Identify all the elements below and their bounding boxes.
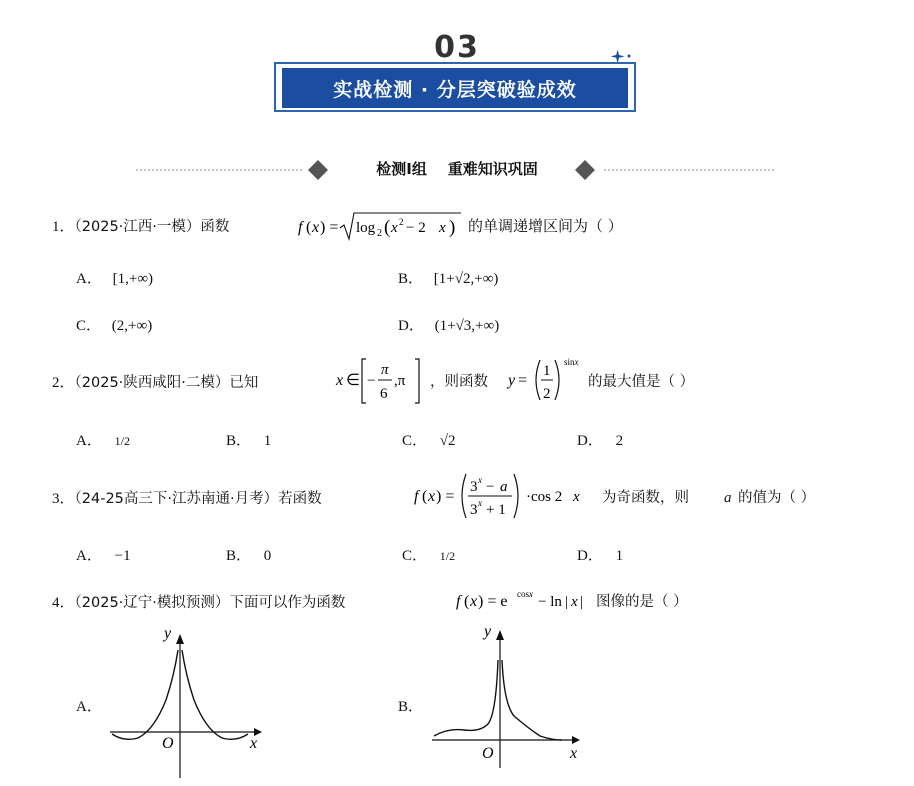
svg-text:,π: ,π <box>394 373 406 389</box>
svg-text:(: ( <box>422 488 428 505</box>
q3-option-a-text: −1 <box>114 548 131 564</box>
q4-source: （2025·辽宁·模拟预测） <box>74 595 230 611</box>
q2-stem-mid: ，则函数 <box>430 374 488 390</box>
q3-option-b-label: B． <box>226 548 252 564</box>
q3-param-a: a <box>724 490 732 506</box>
q2-option-b-label: B． <box>226 433 252 449</box>
svg-text:f: f <box>414 488 419 505</box>
group-title: 检测I组 重难知识巩固 <box>376 160 538 178</box>
q4-stem-suffix: 图像的是（ ） <box>596 594 688 610</box>
q1-option-d-text: (1+√3,+∞) <box>434 318 500 334</box>
question-4 <box>52 592 345 613</box>
q4-b-y-label: y <box>484 623 492 640</box>
svg-text:−: − <box>367 373 376 389</box>
q3-stem-tail: 的值为（ ） <box>738 490 816 506</box>
svg-text:3: 3 <box>470 479 478 495</box>
svg-text:(: ( <box>306 219 312 236</box>
svg-text:−: − <box>486 479 495 495</box>
svg-text:2: 2 <box>377 228 382 239</box>
svg-text:log: log <box>356 220 376 236</box>
svg-text:) =: ) = <box>320 219 339 236</box>
svg-text:x: x <box>478 475 482 485</box>
svg-text:+ 1: + 1 <box>486 502 506 518</box>
q3-option-b[interactable] <box>226 545 271 566</box>
q3-number: 3． <box>52 491 75 507</box>
q2-function-formula <box>506 354 586 408</box>
svg-text:) = e: ) = e <box>478 593 508 610</box>
q2-option-d-label: D． <box>577 433 603 449</box>
q2-number: 2． <box>52 375 75 391</box>
q1-option-b-label: B． <box>398 271 424 287</box>
q2-source: （2025·陕西咸阳·二模） <box>74 375 230 391</box>
q4-option-b-label: B． <box>398 699 424 715</box>
q3-source: （24-25高三下·江苏南通·月考） <box>74 491 279 507</box>
svg-text:x: x <box>391 220 398 236</box>
question-3 <box>52 488 322 509</box>
q4-option-a[interactable] <box>76 696 102 717</box>
q1-option-b[interactable] <box>398 268 498 289</box>
q1-option-c[interactable] <box>76 315 152 336</box>
svg-text:∈: ∈ <box>346 372 360 389</box>
q1-option-d-label: D． <box>398 318 424 334</box>
banner-title: 实战检测 · 分层突破验成效 <box>282 68 628 108</box>
svg-text:1: 1 <box>543 363 551 379</box>
svg-text:π: π <box>381 362 389 378</box>
svg-text:− ln: − ln <box>538 594 562 610</box>
svg-text:x: x <box>439 220 446 236</box>
q2-option-b[interactable] <box>226 430 271 451</box>
q3-formula <box>412 468 600 524</box>
svg-text:=: = <box>518 372 528 389</box>
q1-option-d[interactable] <box>398 315 499 336</box>
q4-number: 4． <box>52 595 75 611</box>
svg-text:(: ( <box>464 593 470 610</box>
svg-text:) =: ) = <box>436 488 455 505</box>
svg-text:x: x <box>470 593 478 610</box>
svg-text:a: a <box>500 479 508 495</box>
svg-text:x: x <box>428 488 436 505</box>
svg-text:cosx: cosx <box>517 589 533 599</box>
q2-option-b-text: 1 <box>263 433 272 449</box>
q4-option-a-label: A． <box>76 699 102 715</box>
question-2 <box>52 372 258 393</box>
q3-option-c[interactable] <box>402 545 455 566</box>
q4-b-x-label: x <box>570 745 578 762</box>
svg-text:x: x <box>571 594 578 610</box>
q2-interval-formula <box>334 354 430 408</box>
q4-a-x-label: x <box>250 735 258 752</box>
q1-option-c-label: C． <box>76 318 102 334</box>
svg-text:y: y <box>508 372 516 389</box>
section-number: 03 <box>434 30 480 65</box>
q4-option-b-graph[interactable] <box>428 620 592 770</box>
svg-text:− 2: − 2 <box>406 220 426 236</box>
svg-text:(: ( <box>384 217 391 238</box>
q1-option-a[interactable] <box>76 268 153 289</box>
q1-option-c-text: (2,+∞) <box>111 318 153 334</box>
q4-b-origin-label: O <box>482 745 494 762</box>
q2-option-c-text: √2 <box>439 433 456 449</box>
q2-option-a-text: 1/2 <box>114 434 130 448</box>
q2-option-d[interactable] <box>577 430 623 451</box>
q4-a-origin-label: O <box>162 735 174 752</box>
svg-text:f: f <box>298 219 303 236</box>
q2-option-c-label: C． <box>402 433 428 449</box>
q2-stem-suffix: 的最大值是（ ） <box>588 374 695 390</box>
q3-stem-suffix: 为奇函数，则 <box>602 490 689 506</box>
q2-option-a-label: A． <box>76 433 102 449</box>
svg-text:|: | <box>565 594 569 610</box>
q3-option-d-label: D． <box>577 548 603 564</box>
q1-number: 1． <box>52 219 75 235</box>
q2-option-a[interactable] <box>76 430 130 451</box>
q1-stem-prefix: 函数 <box>200 219 230 235</box>
q1-option-b-text: [1+√2,+∞) <box>433 271 499 287</box>
svg-text:2: 2 <box>399 217 404 227</box>
q3-option-a[interactable] <box>76 545 131 566</box>
q1-stem-suffix: 的单调递增区间为（ ） <box>468 217 623 235</box>
q3-option-a-label: A． <box>76 548 102 564</box>
svg-text:x: x <box>312 219 320 236</box>
svg-text:f: f <box>456 593 461 610</box>
svg-text:2: 2 <box>543 386 551 402</box>
svg-text:6: 6 <box>380 386 388 402</box>
svg-text:|: | <box>580 594 584 610</box>
svg-text:x: x <box>478 498 482 508</box>
svg-text:·cos 2: ·cos 2 <box>526 489 563 505</box>
svg-text:): ) <box>449 217 456 238</box>
q4-stem-prefix: 下面可以作为函数 <box>229 595 346 611</box>
q3-option-c-text: 1/2 <box>439 549 456 563</box>
q3-stem-prefix: 若函数 <box>278 491 322 507</box>
q2-option-d-text: 2 <box>615 433 624 449</box>
q1-formula <box>296 210 468 244</box>
svg-text:x: x <box>573 489 580 505</box>
svg-text:x: x <box>336 372 344 389</box>
svg-text:sinx: sinx <box>564 357 579 367</box>
q1-option-a-text: [1,+∞) <box>112 271 154 287</box>
q1-source: （2025·江西·一模） <box>74 219 201 235</box>
q2-option-c[interactable] <box>402 430 456 451</box>
q4-a-y-label: y <box>164 625 172 642</box>
q2-stem-prefix: 已知 <box>229 375 259 391</box>
q4-option-a-graph[interactable] <box>104 620 274 780</box>
q4-formula <box>454 584 594 618</box>
svg-text:3: 3 <box>470 502 478 518</box>
q1-option-a-label: A． <box>76 271 102 287</box>
q4-option-b[interactable] <box>398 696 423 717</box>
q3-option-c-label: C． <box>402 548 428 564</box>
q3-option-d-text: 1 <box>615 548 624 564</box>
q3-option-d[interactable] <box>577 545 623 566</box>
question-1 <box>52 216 229 237</box>
q3-option-b-text: 0 <box>263 548 272 564</box>
